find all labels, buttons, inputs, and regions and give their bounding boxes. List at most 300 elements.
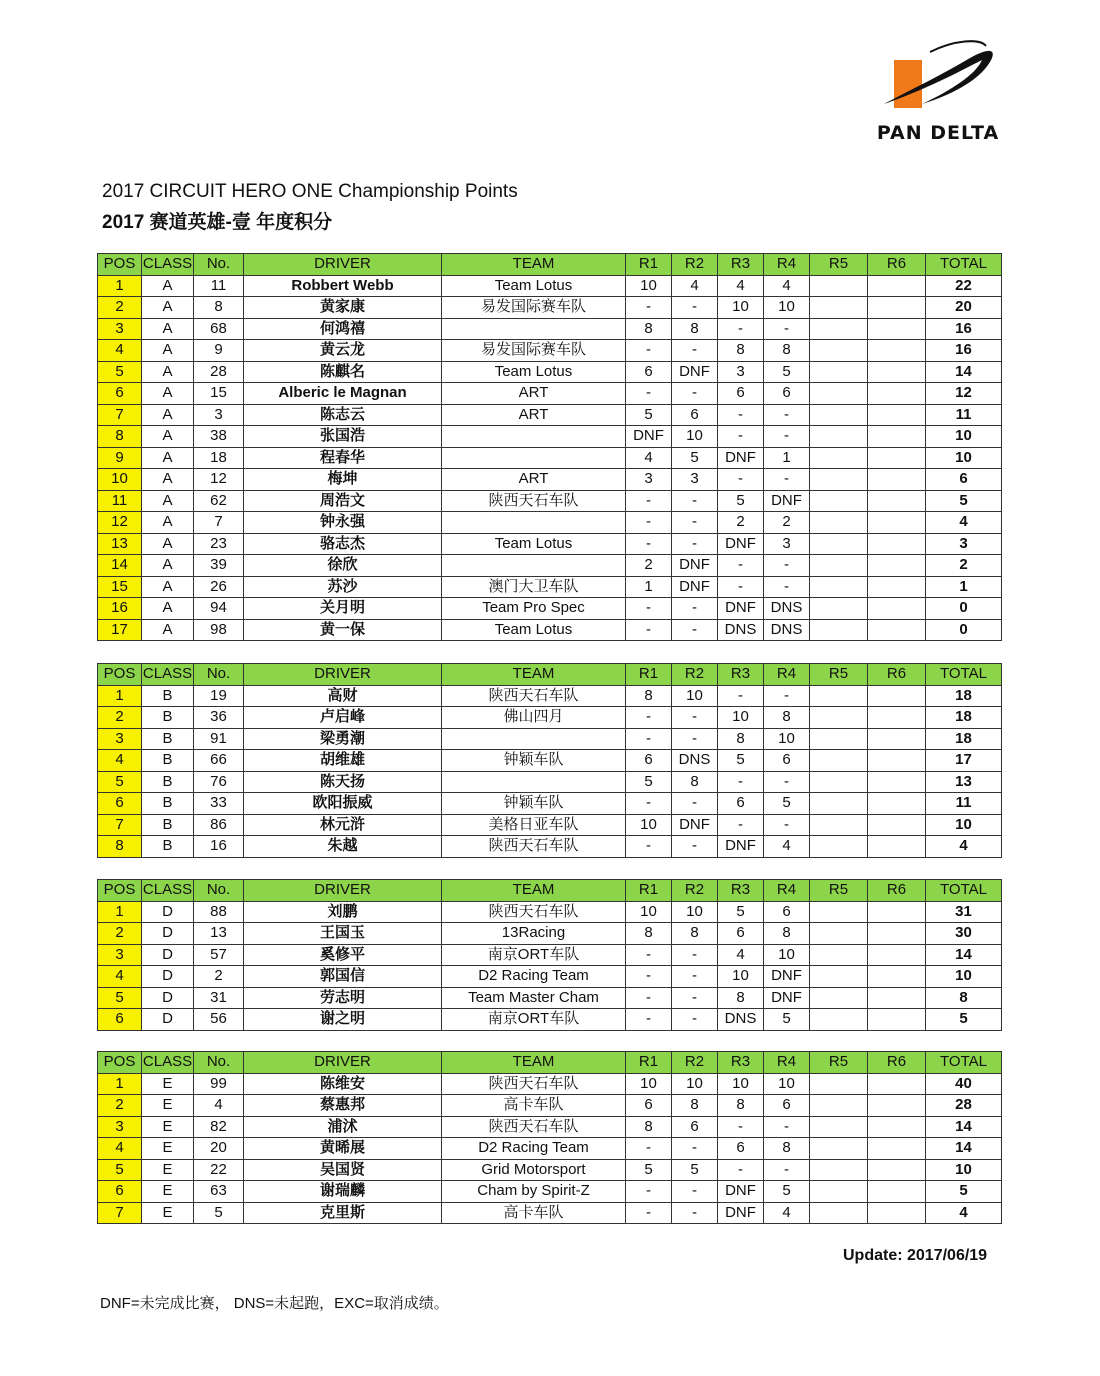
cell-r2: - [672, 297, 718, 319]
cell-team [442, 426, 626, 448]
cell-r3: DNF [718, 598, 764, 620]
cell-r6 [868, 619, 926, 641]
cell-r6 [868, 901, 926, 923]
cell-r1: - [626, 728, 672, 750]
column-header-r6: R6 [868, 1052, 926, 1074]
cell-r1: 6 [626, 750, 672, 772]
cell-team [442, 447, 626, 469]
cell-team: 南京ORT车队 [442, 1009, 626, 1031]
cell-class: E [142, 1159, 194, 1181]
table-row [98, 750, 1002, 772]
cell-r5 [810, 383, 868, 405]
cell-number: 3 [194, 404, 244, 426]
cell-r4: 6 [764, 383, 810, 405]
cell-number: 4 [194, 1095, 244, 1117]
cell-class: E [142, 1073, 194, 1095]
cell-r3: 2 [718, 512, 764, 534]
cell-team: 陕西天石车队 [442, 685, 626, 707]
cell-driver: Alberic le Magnan [244, 383, 442, 405]
cell-driver: 林元浒 [244, 814, 442, 836]
cell-r1: 8 [626, 923, 672, 945]
cell-r1: 10 [626, 814, 672, 836]
cell-number: 31 [194, 987, 244, 1009]
cell-r4: 8 [764, 707, 810, 729]
column-header-r5: R5 [810, 664, 868, 686]
cell-r3: 10 [718, 297, 764, 319]
cell-pos: 2 [98, 1095, 142, 1117]
column-header-number: No. [194, 880, 244, 902]
cell-driver: 黄晞展 [244, 1138, 442, 1160]
column-header-r1: R1 [626, 664, 672, 686]
cell-r6 [868, 598, 926, 620]
cell-r1: DNF [626, 426, 672, 448]
cell-number: 86 [194, 814, 244, 836]
cell-r3: 4 [718, 275, 764, 297]
table-row [98, 966, 1002, 988]
column-header-total: TOTAL [926, 254, 1002, 276]
table-row [98, 1159, 1002, 1181]
cell-r6 [868, 318, 926, 340]
cell-team: Team Master Cham [442, 987, 626, 1009]
table-header-row [98, 880, 1002, 902]
cell-r4: - [764, 685, 810, 707]
cell-pos: 13 [98, 533, 142, 555]
cell-r1: 5 [626, 771, 672, 793]
column-header-r5: R5 [810, 1052, 868, 1074]
cell-r4: 5 [764, 1181, 810, 1203]
cell-r4: - [764, 318, 810, 340]
cell-r1: 5 [626, 404, 672, 426]
cell-r4: - [764, 814, 810, 836]
cell-r3: DNF [718, 1181, 764, 1203]
cell-r1: - [626, 598, 672, 620]
cell-class: D [142, 923, 194, 945]
cell-r4: 8 [764, 923, 810, 945]
cell-driver: 蔡惠邦 [244, 1095, 442, 1117]
table-row [98, 404, 1002, 426]
cell-r2: - [672, 836, 718, 858]
cell-r1: 10 [626, 1073, 672, 1095]
cell-r3: - [718, 1116, 764, 1138]
cell-class: A [142, 361, 194, 383]
cell-team: 陕西天石车队 [442, 901, 626, 923]
cell-r1: 8 [626, 1116, 672, 1138]
cell-r3: - [718, 685, 764, 707]
cell-total: 16 [926, 340, 1002, 362]
cell-r4: - [764, 426, 810, 448]
cell-driver: 陈天扬 [244, 771, 442, 793]
cell-total: 14 [926, 1138, 1002, 1160]
cell-driver: 周浩文 [244, 490, 442, 512]
cell-r1: 10 [626, 901, 672, 923]
cell-r6 [868, 728, 926, 750]
cell-r6 [868, 297, 926, 319]
cell-r5 [810, 447, 868, 469]
cell-r6 [868, 1159, 926, 1181]
cell-r1: - [626, 512, 672, 534]
cell-pos: 1 [98, 275, 142, 297]
cell-r5 [810, 469, 868, 491]
cell-pos: 6 [98, 1009, 142, 1031]
cell-driver: 黄家康 [244, 297, 442, 319]
brand-name: PAN DELTA [876, 122, 1000, 144]
cell-pos: 3 [98, 318, 142, 340]
table-row [98, 814, 1002, 836]
cell-class: B [142, 707, 194, 729]
cell-class: B [142, 836, 194, 858]
cell-r6 [868, 1116, 926, 1138]
logo-mark-icon [870, 38, 1010, 122]
table-row [98, 318, 1002, 340]
cell-r3: 8 [718, 728, 764, 750]
cell-r2: DNF [672, 814, 718, 836]
column-header-driver: DRIVER [244, 880, 442, 902]
cell-class: B [142, 793, 194, 815]
column-header-number: No. [194, 664, 244, 686]
cell-driver: 钟永强 [244, 512, 442, 534]
column-header-r2: R2 [672, 254, 718, 276]
page-title-english: 2017 CIRCUIT HERO ONE Championship Points [102, 181, 518, 202]
cell-number: 57 [194, 944, 244, 966]
cell-r4: 5 [764, 793, 810, 815]
cell-pos: 8 [98, 836, 142, 858]
cell-r5 [810, 923, 868, 945]
cell-r2: 8 [672, 318, 718, 340]
cell-r4: 8 [764, 340, 810, 362]
cell-r3: 8 [718, 1095, 764, 1117]
table-row [98, 490, 1002, 512]
table-row [98, 1073, 1002, 1095]
cell-pos: 9 [98, 447, 142, 469]
cell-team: 澳门大卫车队 [442, 576, 626, 598]
cell-r5 [810, 533, 868, 555]
column-header-pos: POS [98, 1052, 142, 1074]
cell-r2: 5 [672, 447, 718, 469]
cell-total: 1 [926, 576, 1002, 598]
column-header-total: TOTAL [926, 1052, 1002, 1074]
cell-r2: 10 [672, 426, 718, 448]
cell-r2: 8 [672, 923, 718, 945]
cell-number: 38 [194, 426, 244, 448]
cell-number: 19 [194, 685, 244, 707]
cell-total: 4 [926, 512, 1002, 534]
cell-number: 5 [194, 1202, 244, 1224]
cell-r6 [868, 707, 926, 729]
cell-pos: 5 [98, 987, 142, 1009]
column-header-team: TEAM [442, 880, 626, 902]
cell-r5 [810, 771, 868, 793]
cell-driver: 陈志云 [244, 404, 442, 426]
standings-table-class-b [97, 663, 1002, 858]
cell-r3: 10 [718, 966, 764, 988]
cell-r6 [868, 576, 926, 598]
cell-team: 13Racing [442, 923, 626, 945]
cell-r3: - [718, 469, 764, 491]
cell-r2: - [672, 533, 718, 555]
cell-total: 13 [926, 771, 1002, 793]
cell-r4: 10 [764, 1073, 810, 1095]
cell-class: A [142, 447, 194, 469]
cell-driver: 吴国贤 [244, 1159, 442, 1181]
column-header-pos: POS [98, 254, 142, 276]
cell-number: 36 [194, 707, 244, 729]
cell-r3: - [718, 318, 764, 340]
cell-class: A [142, 404, 194, 426]
cell-r4: 3 [764, 533, 810, 555]
cell-total: 2 [926, 555, 1002, 577]
standings-table-class-a [97, 253, 1002, 641]
cell-r6 [868, 923, 926, 945]
cell-team: 陕西天石车队 [442, 1073, 626, 1095]
column-header-r4: R4 [764, 1052, 810, 1074]
cell-r3: 8 [718, 340, 764, 362]
cell-team: 钟颖车队 [442, 793, 626, 815]
cell-pos: 5 [98, 361, 142, 383]
cell-pos: 11 [98, 490, 142, 512]
cell-r3: - [718, 771, 764, 793]
cell-total: 14 [926, 944, 1002, 966]
cell-driver: 谢瑞麟 [244, 1181, 442, 1203]
cell-driver: 郭国信 [244, 966, 442, 988]
cell-r4: - [764, 555, 810, 577]
cell-r2: - [672, 1138, 718, 1160]
cell-r6 [868, 1181, 926, 1203]
cell-driver: Robbert Webb [244, 275, 442, 297]
table-row [98, 555, 1002, 577]
column-header-driver: DRIVER [244, 254, 442, 276]
cell-r4: DNS [764, 619, 810, 641]
column-header-r3: R3 [718, 1052, 764, 1074]
table-row [98, 1181, 1002, 1203]
cell-total: 12 [926, 383, 1002, 405]
cell-driver: 何鸿禧 [244, 318, 442, 340]
cell-r5 [810, 685, 868, 707]
cell-r1: - [626, 533, 672, 555]
cell-total: 14 [926, 361, 1002, 383]
cell-r5 [810, 576, 868, 598]
cell-r2: - [672, 1202, 718, 1224]
table-row [98, 426, 1002, 448]
column-header-class: CLASS [142, 664, 194, 686]
cell-r1: 1 [626, 576, 672, 598]
cell-total: 20 [926, 297, 1002, 319]
cell-team [442, 318, 626, 340]
cell-r6 [868, 814, 926, 836]
cell-driver: 关月明 [244, 598, 442, 620]
cell-driver: 劳志明 [244, 987, 442, 1009]
cell-r4: 6 [764, 750, 810, 772]
cell-number: 7 [194, 512, 244, 534]
cell-r2: DNF [672, 576, 718, 598]
cell-class: A [142, 576, 194, 598]
cell-total: 11 [926, 404, 1002, 426]
table-row [98, 1095, 1002, 1117]
cell-total: 10 [926, 966, 1002, 988]
cell-pos: 10 [98, 469, 142, 491]
table-row [98, 836, 1002, 858]
cell-r1: 10 [626, 275, 672, 297]
cell-total: 28 [926, 1095, 1002, 1117]
cell-team: Team Lotus [442, 619, 626, 641]
cell-class: A [142, 318, 194, 340]
cell-pos: 8 [98, 426, 142, 448]
cell-class: A [142, 383, 194, 405]
cell-total: 10 [926, 814, 1002, 836]
cell-total: 17 [926, 750, 1002, 772]
cell-r5 [810, 619, 868, 641]
cell-pos: 7 [98, 1202, 142, 1224]
cell-number: 26 [194, 576, 244, 598]
cell-r3: 6 [718, 793, 764, 815]
cell-class: B [142, 728, 194, 750]
cell-r3: - [718, 404, 764, 426]
table-row [98, 1138, 1002, 1160]
cell-r1: 2 [626, 555, 672, 577]
cell-pos: 4 [98, 966, 142, 988]
cell-r3: - [718, 1159, 764, 1181]
cell-class: A [142, 426, 194, 448]
cell-r2: 3 [672, 469, 718, 491]
cell-number: 68 [194, 318, 244, 340]
cell-r6 [868, 944, 926, 966]
cell-r3: 5 [718, 901, 764, 923]
cell-number: 98 [194, 619, 244, 641]
cell-r5 [810, 1181, 868, 1203]
cell-r1: - [626, 987, 672, 1009]
cell-team: 高卡车队 [442, 1095, 626, 1117]
cell-r2: 4 [672, 275, 718, 297]
cell-class: E [142, 1181, 194, 1203]
cell-r1: - [626, 619, 672, 641]
cell-pos: 1 [98, 685, 142, 707]
cell-number: 23 [194, 533, 244, 555]
cell-class: A [142, 275, 194, 297]
cell-r2: 10 [672, 1073, 718, 1095]
cell-team [442, 512, 626, 534]
cell-pos: 6 [98, 383, 142, 405]
cell-r4: 4 [764, 275, 810, 297]
cell-r6 [868, 340, 926, 362]
cell-team: Team Lotus [442, 533, 626, 555]
cell-team: 易发国际赛车队 [442, 297, 626, 319]
table-row [98, 728, 1002, 750]
cell-pos: 16 [98, 598, 142, 620]
cell-number: 91 [194, 728, 244, 750]
cell-number: 28 [194, 361, 244, 383]
column-header-r3: R3 [718, 880, 764, 902]
cell-r6 [868, 1009, 926, 1031]
table-row [98, 619, 1002, 641]
cell-number: 22 [194, 1159, 244, 1181]
cell-number: 76 [194, 771, 244, 793]
table-row [98, 771, 1002, 793]
cell-r4: - [764, 1159, 810, 1181]
cell-pos: 1 [98, 1073, 142, 1095]
cell-class: A [142, 533, 194, 555]
cell-number: 82 [194, 1116, 244, 1138]
column-header-r4: R4 [764, 254, 810, 276]
cell-number: 18 [194, 447, 244, 469]
cell-r5 [810, 836, 868, 858]
cell-pos: 5 [98, 771, 142, 793]
column-header-r4: R4 [764, 880, 810, 902]
table-row [98, 987, 1002, 1009]
column-header-pos: POS [98, 880, 142, 902]
cell-r5 [810, 814, 868, 836]
column-header-driver: DRIVER [244, 1052, 442, 1074]
cell-number: 20 [194, 1138, 244, 1160]
cell-r5 [810, 340, 868, 362]
cell-r1: - [626, 1138, 672, 1160]
cell-r2: 10 [672, 685, 718, 707]
table-row [98, 1009, 1002, 1031]
cell-r1: - [626, 297, 672, 319]
cell-r4: 4 [764, 836, 810, 858]
column-header-number: No. [194, 1052, 244, 1074]
cell-team: 陕西天石车队 [442, 1116, 626, 1138]
cell-r3: 5 [718, 750, 764, 772]
column-header-class: CLASS [142, 880, 194, 902]
cell-driver: 徐欣 [244, 555, 442, 577]
cell-number: 9 [194, 340, 244, 362]
table-row [98, 383, 1002, 405]
cell-total: 8 [926, 987, 1002, 1009]
cell-r3: 10 [718, 1073, 764, 1095]
cell-r6 [868, 555, 926, 577]
cell-number: 88 [194, 901, 244, 923]
column-header-team: TEAM [442, 254, 626, 276]
cell-r6 [868, 1138, 926, 1160]
cell-r5 [810, 490, 868, 512]
cell-r4: 10 [764, 297, 810, 319]
cell-r6 [868, 469, 926, 491]
cell-r6 [868, 447, 926, 469]
cell-class: D [142, 944, 194, 966]
cell-r1: 8 [626, 318, 672, 340]
table-row [98, 512, 1002, 534]
cell-r2: - [672, 1009, 718, 1031]
cell-driver: 高财 [244, 685, 442, 707]
column-header-driver: DRIVER [244, 664, 442, 686]
cell-r3: DNF [718, 836, 764, 858]
cell-r1: - [626, 966, 672, 988]
cell-r5 [810, 793, 868, 815]
cell-total: 14 [926, 1116, 1002, 1138]
cell-class: A [142, 619, 194, 641]
column-header-total: TOTAL [926, 880, 1002, 902]
cell-class: A [142, 555, 194, 577]
cell-r5 [810, 750, 868, 772]
cell-driver: 黄一保 [244, 619, 442, 641]
cell-team: ART [442, 383, 626, 405]
cell-r3: - [718, 576, 764, 598]
cell-r1: 8 [626, 685, 672, 707]
cell-r4: - [764, 576, 810, 598]
cell-team: 易发国际赛车队 [442, 340, 626, 362]
table-row [98, 685, 1002, 707]
cell-class: A [142, 490, 194, 512]
cell-total: 16 [926, 318, 1002, 340]
cell-r2: DNS [672, 750, 718, 772]
cell-class: A [142, 297, 194, 319]
column-header-team: TEAM [442, 1052, 626, 1074]
cell-r1: - [626, 944, 672, 966]
cell-driver: 浦沭 [244, 1116, 442, 1138]
cell-r3: - [718, 426, 764, 448]
cell-r2: - [672, 944, 718, 966]
cell-r3: DNF [718, 533, 764, 555]
cell-r1: 3 [626, 469, 672, 491]
